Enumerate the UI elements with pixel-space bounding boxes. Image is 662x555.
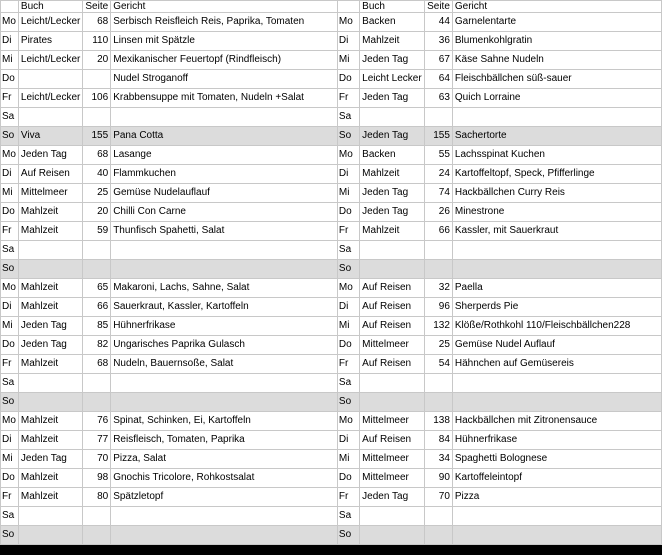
header-cell-gericht-left[interactable]: Gericht: [111, 1, 338, 13]
cell-gericht-left[interactable]: [111, 260, 338, 279]
cell-seite-right[interactable]: [425, 526, 453, 545]
cell-seite-right[interactable]: 84: [425, 431, 453, 450]
cell-gericht-right[interactable]: [452, 108, 661, 127]
cell-gericht-right[interactable]: [452, 374, 661, 393]
cell-buch-left[interactable]: Auf Reisen: [18, 165, 82, 184]
cell-buch-left[interactable]: [18, 374, 82, 393]
header-cell-day-right[interactable]: [337, 1, 359, 13]
cell-day-left[interactable]: Di: [1, 298, 19, 317]
cell-buch-left[interactable]: Leicht/Lecker: [18, 13, 82, 32]
cell-seite-right[interactable]: 90: [425, 469, 453, 488]
cell-buch-left[interactable]: [18, 241, 82, 260]
cell-buch-right[interactable]: Jeden Tag: [360, 203, 425, 222]
cell-buch-right[interactable]: Jeden Tag: [360, 488, 425, 507]
cell-gericht-right[interactable]: [452, 260, 661, 279]
cell-day-left[interactable]: Do: [1, 70, 19, 89]
cell-day-right[interactable]: Fr: [337, 89, 359, 108]
cell-seite-right[interactable]: 74: [425, 184, 453, 203]
cell-seite-left[interactable]: 98: [83, 469, 111, 488]
cell-seite-left[interactable]: [83, 526, 111, 545]
table-row: [1, 241, 662, 260]
cell-gericht-right[interactable]: [452, 526, 661, 545]
cell-seite-right[interactable]: 44: [425, 13, 453, 32]
cell-gericht-left[interactable]: Pana Cotta: [111, 127, 338, 146]
cell-seite-left[interactable]: 70: [83, 450, 111, 469]
cell-day-left[interactable]: Fr: [1, 222, 19, 241]
cell-gericht-left[interactable]: Hühnerfrikase: [111, 317, 338, 336]
cell-day-left[interactable]: Mi: [1, 450, 19, 469]
cell-seite-right[interactable]: 55: [425, 146, 453, 165]
cell-buch-right[interactable]: Auf Reisen: [360, 431, 425, 450]
cell-day-left[interactable]: Mi: [1, 51, 19, 70]
cell-day-right[interactable]: Sa: [337, 374, 359, 393]
cell-buch-left[interactable]: [18, 393, 82, 412]
cell-seite-left[interactable]: [83, 108, 111, 127]
cell-gericht-left[interactable]: Mexikanischer Feuertopf (Rindfleisch): [111, 51, 338, 70]
cell-gericht-right[interactable]: Hühnerfrikase: [452, 431, 661, 450]
cell-gericht-right[interactable]: [452, 241, 661, 260]
cell-buch-left[interactable]: Jeden Tag: [18, 146, 82, 165]
table-row: [1, 431, 662, 450]
cell-day-left[interactable]: Fr: [1, 89, 19, 108]
cell-buch-right[interactable]: Jeden Tag: [360, 184, 425, 203]
cell-buch-left[interactable]: [18, 70, 82, 89]
cell-seite-left[interactable]: 68: [83, 146, 111, 165]
cell-day-right[interactable]: Mo: [337, 146, 359, 165]
table-row: [1, 203, 662, 222]
cell-day-right[interactable]: Fr: [337, 488, 359, 507]
cell-gericht-right[interactable]: Kartoffeleintopf: [452, 469, 661, 488]
header-cell-buch-right[interactable]: Buch: [360, 1, 425, 13]
cell-buch-right[interactable]: Jeden Tag: [360, 51, 425, 70]
cell-buch-left[interactable]: Mahlzeit: [18, 355, 82, 374]
cell-gericht-left[interactable]: Spinat, Schinken, Ei, Kartoffeln: [111, 412, 338, 431]
cell-gericht-left[interactable]: Chilli Con Carne: [111, 203, 338, 222]
cell-gericht-left[interactable]: [111, 526, 338, 545]
cell-gericht-left[interactable]: Ungarisches Paprika Gulasch: [111, 336, 338, 355]
header-cell-gericht-right[interactable]: Gericht: [452, 1, 661, 13]
cell-buch-right[interactable]: Mahlzeit: [360, 165, 425, 184]
cell-buch-left[interactable]: Mahlzeit: [18, 469, 82, 488]
cell-gericht-left[interactable]: [111, 507, 338, 526]
cell-buch-left[interactable]: Mahlzeit: [18, 488, 82, 507]
cell-gericht-left[interactable]: Spätzletopf: [111, 488, 338, 507]
cell-gericht-right[interactable]: Minestrone: [452, 203, 661, 222]
cell-gericht-right[interactable]: Spaghetti Bolognese: [452, 450, 661, 469]
cell-seite-left[interactable]: [83, 393, 111, 412]
cell-gericht-left[interactable]: Nudel Stroganoff: [111, 70, 338, 89]
cell-buch-left[interactable]: Mahlzeit: [18, 431, 82, 450]
cell-gericht-left[interactable]: [111, 241, 338, 260]
cell-seite-right[interactable]: 24: [425, 165, 453, 184]
cell-day-right[interactable]: Mi: [337, 51, 359, 70]
cell-buch-left[interactable]: Leicht/Lecker: [18, 51, 82, 70]
header-cell-buch-left[interactable]: Buch: [18, 1, 82, 13]
cell-seite-right[interactable]: 63: [425, 89, 453, 108]
cell-day-left[interactable]: Fr: [1, 355, 19, 374]
cell-seite-left[interactable]: 59: [83, 222, 111, 241]
cell-day-left[interactable]: Mo: [1, 13, 19, 32]
cell-buch-left[interactable]: Mahlzeit: [18, 203, 82, 222]
cell-seite-left[interactable]: 20: [83, 51, 111, 70]
cell-buch-left[interactable]: [18, 526, 82, 545]
cell-buch-right[interactable]: Auf Reisen: [360, 317, 425, 336]
cell-day-left[interactable]: Sa: [1, 108, 19, 127]
table-row: [1, 279, 662, 298]
table-row: [1, 184, 662, 203]
cell-seite-left[interactable]: 80: [83, 488, 111, 507]
cell-gericht-left[interactable]: Thunfisch Spahetti, Salat: [111, 222, 338, 241]
cell-day-left[interactable]: Mo: [1, 412, 19, 431]
cell-buch-left[interactable]: Mahlzeit: [18, 279, 82, 298]
cell-day-left[interactable]: Mo: [1, 146, 19, 165]
cell-seite-left[interactable]: 110: [83, 32, 111, 51]
cell-buch-left[interactable]: [18, 108, 82, 127]
cell-seite-right[interactable]: [425, 108, 453, 127]
cell-gericht-right[interactable]: [452, 507, 661, 526]
cell-gericht-left[interactable]: Lasange: [111, 146, 338, 165]
cell-gericht-right[interactable]: Paella: [452, 279, 661, 298]
cell-buch-right[interactable]: [360, 260, 425, 279]
cell-buch-left[interactable]: Jeden Tag: [18, 336, 82, 355]
cell-buch-left[interactable]: Mahlzeit: [18, 222, 82, 241]
cell-buch-right[interactable]: [360, 507, 425, 526]
cell-seite-right[interactable]: 67: [425, 51, 453, 70]
cell-day-left[interactable]: Mi: [1, 317, 19, 336]
cell-seite-right[interactable]: 96: [425, 298, 453, 317]
cell-buch-right[interactable]: [360, 241, 425, 260]
cell-seite-left[interactable]: 40: [83, 165, 111, 184]
cell-gericht-left[interactable]: Linsen mit Spätzle: [111, 32, 338, 51]
cell-day-left[interactable]: Di: [1, 165, 19, 184]
cell-seite-left[interactable]: [83, 507, 111, 526]
cell-buch-right[interactable]: Backen: [360, 146, 425, 165]
cell-buch-right[interactable]: Mittelmeer: [360, 412, 425, 431]
table-row: [1, 450, 662, 469]
cell-seite-right[interactable]: 34: [425, 450, 453, 469]
cell-day-right[interactable]: Mo: [337, 279, 359, 298]
table-row: [1, 127, 662, 146]
cell-buch-left[interactable]: Viva: [18, 127, 82, 146]
cell-day-left[interactable]: Do: [1, 469, 19, 488]
cell-day-right[interactable]: Di: [337, 32, 359, 51]
cell-day-right[interactable]: Do: [337, 336, 359, 355]
cell-seite-right[interactable]: [425, 393, 453, 412]
cell-day-left[interactable]: So: [1, 526, 19, 545]
cell-seite-left[interactable]: 155: [83, 127, 111, 146]
cell-day-right[interactable]: So: [337, 260, 359, 279]
cell-seite-left[interactable]: 25: [83, 184, 111, 203]
cell-day-right[interactable]: Mi: [337, 317, 359, 336]
cell-seite-left[interactable]: 65: [83, 279, 111, 298]
cell-gericht-left[interactable]: Nudeln, Bauernsoße, Salat: [111, 355, 338, 374]
cell-seite-left[interactable]: [83, 70, 111, 89]
header-row: [1, 1, 662, 13]
cell-seite-left[interactable]: 66: [83, 298, 111, 317]
cell-day-right[interactable]: Mo: [337, 412, 359, 431]
cell-gericht-left[interactable]: [111, 108, 338, 127]
table-row: [1, 108, 662, 127]
cell-day-left[interactable]: Di: [1, 431, 19, 450]
table-row: [1, 51, 662, 70]
cell-gericht-right[interactable]: Pizza: [452, 488, 661, 507]
table-row: [1, 70, 662, 89]
table-row: [1, 412, 662, 431]
cell-buch-right[interactable]: Auf Reisen: [360, 298, 425, 317]
table-row: [1, 260, 662, 279]
cell-day-right[interactable]: Sa: [337, 507, 359, 526]
cell-seite-left[interactable]: 76: [83, 412, 111, 431]
cell-gericht-left[interactable]: [111, 374, 338, 393]
cell-seite-left[interactable]: 82: [83, 336, 111, 355]
cell-gericht-left[interactable]: Reisfleisch, Tomaten, Paprika: [111, 431, 338, 450]
cell-seite-left[interactable]: 106: [83, 89, 111, 108]
cell-gericht-right[interactable]: Garnelentarte: [452, 13, 661, 32]
cell-day-left[interactable]: Fr: [1, 488, 19, 507]
cell-day-left[interactable]: Di: [1, 32, 19, 51]
cell-gericht-right[interactable]: Kassler, mit Sauerkraut: [452, 222, 661, 241]
cell-gericht-right[interactable]: Käse Sahne Nudeln: [452, 51, 661, 70]
cell-buch-left[interactable]: [18, 507, 82, 526]
cell-buch-left[interactable]: [18, 260, 82, 279]
cell-day-left[interactable]: So: [1, 127, 19, 146]
table-row: [1, 374, 662, 393]
cell-seite-right[interactable]: 64: [425, 70, 453, 89]
cell-buch-left[interactable]: Mittelmeer: [18, 184, 82, 203]
cell-seite-right[interactable]: 54: [425, 355, 453, 374]
cell-buch-left[interactable]: Pirates: [18, 32, 82, 51]
cell-buch-left[interactable]: Leicht/Lecker: [18, 89, 82, 108]
cell-seite-left[interactable]: 77: [83, 431, 111, 450]
cell-gericht-right[interactable]: Sherperds Pie: [452, 298, 661, 317]
cell-gericht-right[interactable]: [452, 393, 661, 412]
window-bottom-bar: [0, 545, 662, 555]
cell-gericht-right[interactable]: Klöße/Rothkohl 110/Fleischbällchen228: [452, 317, 661, 336]
cell-day-left[interactable]: So: [1, 260, 19, 279]
cell-day-right[interactable]: Sa: [337, 108, 359, 127]
cell-day-right[interactable]: Di: [337, 165, 359, 184]
cell-seite-right[interactable]: 66: [425, 222, 453, 241]
cell-gericht-right[interactable]: Hackbällchen Curry Reis: [452, 184, 661, 203]
cell-seite-left[interactable]: [83, 241, 111, 260]
table-row: [1, 89, 662, 108]
cell-buch-right[interactable]: [360, 526, 425, 545]
cell-day-left[interactable]: So: [1, 393, 19, 412]
cell-gericht-left[interactable]: [111, 393, 338, 412]
cell-seite-right[interactable]: 36: [425, 32, 453, 51]
cell-seite-left[interactable]: [83, 260, 111, 279]
cell-seite-left[interactable]: [83, 374, 111, 393]
cell-buch-right[interactable]: [360, 374, 425, 393]
cell-day-right[interactable]: So: [337, 393, 359, 412]
cell-seite-right[interactable]: 25: [425, 336, 453, 355]
cell-day-right[interactable]: Sa: [337, 241, 359, 260]
cell-buch-right[interactable]: Auf Reisen: [360, 355, 425, 374]
cell-day-right[interactable]: Mi: [337, 450, 359, 469]
cell-seite-right[interactable]: 32: [425, 279, 453, 298]
cell-seite-left[interactable]: 68: [83, 13, 111, 32]
header-cell-seite-right[interactable]: Seite: [425, 1, 453, 13]
cell-day-left[interactable]: Do: [1, 203, 19, 222]
cell-gericht-left[interactable]: Sauerkraut, Kassler, Kartoffeln: [111, 298, 338, 317]
table-row: [1, 146, 662, 165]
cell-day-right[interactable]: Fr: [337, 355, 359, 374]
cell-gericht-left[interactable]: Pizza, Salat: [111, 450, 338, 469]
cell-day-left[interactable]: Mi: [1, 184, 19, 203]
table-row: [1, 526, 662, 545]
cell-buch-left[interactable]: Mahlzeit: [18, 412, 82, 431]
table-row: [1, 488, 662, 507]
cell-day-right[interactable]: Do: [337, 203, 359, 222]
cell-gericht-right[interactable]: Gemüse Nudel Auflauf: [452, 336, 661, 355]
cell-gericht-right[interactable]: Quich Lorraine: [452, 89, 661, 108]
cell-buch-right[interactable]: Backen: [360, 13, 425, 32]
table-row: [1, 165, 662, 184]
table-row: [1, 32, 662, 51]
cell-day-left[interactable]: Sa: [1, 374, 19, 393]
cell-gericht-left[interactable]: Flammkuchen: [111, 165, 338, 184]
cell-gericht-left[interactable]: Gemüse Nudelauflauf: [111, 184, 338, 203]
cell-seite-right[interactable]: [425, 374, 453, 393]
cell-seite-left[interactable]: 85: [83, 317, 111, 336]
cell-seite-left[interactable]: 68: [83, 355, 111, 374]
cell-buch-right[interactable]: Mittelmeer: [360, 336, 425, 355]
cell-gericht-right[interactable]: Kartoffeltopf, Speck, Pfifferlinge: [452, 165, 661, 184]
header-cell-day-left[interactable]: [1, 1, 19, 13]
table-row: [1, 317, 662, 336]
table-row: [1, 355, 662, 374]
cell-gericht-right[interactable]: Sachertorte: [452, 127, 661, 146]
table-row: [1, 222, 662, 241]
cell-day-right[interactable]: So: [337, 526, 359, 545]
cell-gericht-right[interactable]: Fleischbällchen süß-sauer: [452, 70, 661, 89]
cell-day-left[interactable]: Do: [1, 336, 19, 355]
cell-gericht-left[interactable]: Makaroni, Lachs, Sahne, Salat: [111, 279, 338, 298]
cell-seite-right[interactable]: 155: [425, 127, 453, 146]
cell-day-left[interactable]: Sa: [1, 241, 19, 260]
cell-buch-left[interactable]: Jeden Tag: [18, 450, 82, 469]
cell-day-right[interactable]: Mo: [337, 13, 359, 32]
cell-seite-right[interactable]: [425, 241, 453, 260]
cell-buch-right[interactable]: Jeden Tag: [360, 127, 425, 146]
cell-seite-right[interactable]: 26: [425, 203, 453, 222]
table-row: [1, 507, 662, 526]
cell-gericht-right[interactable]: Blumenkohlgratin: [452, 32, 661, 51]
cell-seite-right[interactable]: 138: [425, 412, 453, 431]
table-row: [1, 393, 662, 412]
cell-buch-right[interactable]: Mahlzeit: [360, 222, 425, 241]
cell-buch-right[interactable]: Leicht Lecker: [360, 70, 425, 89]
cell-buch-right[interactable]: Mittelmeer: [360, 450, 425, 469]
cell-day-right[interactable]: Mi: [337, 184, 359, 203]
cell-gericht-left[interactable]: Serbisch Reisfleich Reis, Paprika, Tomaten: [111, 13, 338, 32]
cell-day-right[interactable]: So: [337, 127, 359, 146]
cell-gericht-left[interactable]: Krabbensuppe mit Tomaten, Nudeln +Salat: [111, 89, 338, 108]
cell-buch-right[interactable]: Mittelmeer: [360, 469, 425, 488]
cell-seite-right[interactable]: 70: [425, 488, 453, 507]
cell-day-right[interactable]: Di: [337, 298, 359, 317]
cell-seite-right[interactable]: [425, 260, 453, 279]
cell-day-right[interactable]: Di: [337, 431, 359, 450]
cell-seite-left[interactable]: 20: [83, 203, 111, 222]
cell-gericht-left[interactable]: Gnochis Tricolore, Rohkostsalat: [111, 469, 338, 488]
cell-buch-right[interactable]: Auf Reisen: [360, 279, 425, 298]
cell-day-right[interactable]: Do: [337, 70, 359, 89]
cell-gericht-right[interactable]: Hähnchen auf Gemüsereis: [452, 355, 661, 374]
table-row: [1, 13, 662, 32]
cell-buch-left[interactable]: Mahlzeit: [18, 298, 82, 317]
table-row: [1, 298, 662, 317]
cell-day-left[interactable]: Mo: [1, 279, 19, 298]
table-row: [1, 469, 662, 488]
cell-gericht-right[interactable]: Lachsspinat Kuchen: [452, 146, 661, 165]
cell-gericht-right[interactable]: Hackbällchen mit Zitronensauce: [452, 412, 661, 431]
cell-day-right[interactable]: Fr: [337, 222, 359, 241]
cell-seite-right[interactable]: [425, 507, 453, 526]
cell-day-right[interactable]: Do: [337, 469, 359, 488]
cell-buch-left[interactable]: Jeden Tag: [18, 317, 82, 336]
cell-buch-right[interactable]: Mahlzeit: [360, 32, 425, 51]
header-cell-seite-left[interactable]: Seite: [83, 1, 111, 13]
cell-buch-right[interactable]: [360, 393, 425, 412]
cell-buch-right[interactable]: Jeden Tag: [360, 89, 425, 108]
table-row: [1, 336, 662, 355]
cell-buch-right[interactable]: [360, 108, 425, 127]
cell-day-left[interactable]: Sa: [1, 507, 19, 526]
cell-seite-right[interactable]: 132: [425, 317, 453, 336]
